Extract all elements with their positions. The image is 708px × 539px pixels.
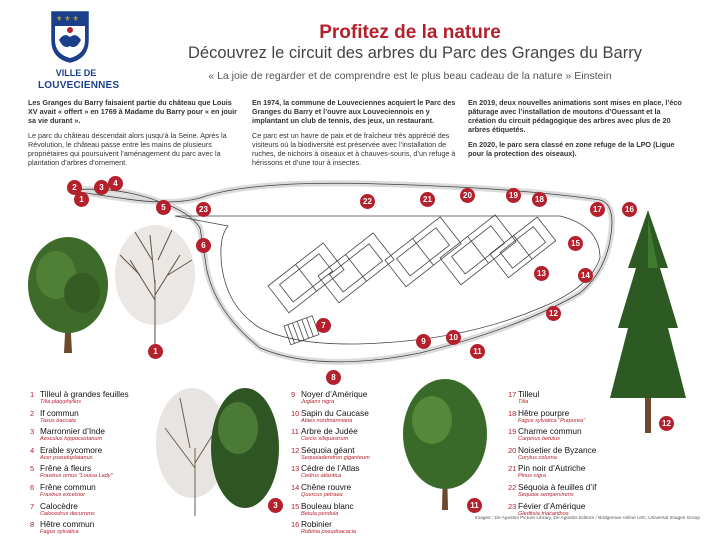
- map-pin[interactable]: 6: [196, 238, 211, 253]
- svg-text:⚜ ⚜ ⚜: ⚜ ⚜ ⚜: [56, 16, 79, 23]
- tree-illustration-linden: [18, 225, 118, 355]
- legend-common-name: Chêne rouvre: [301, 481, 352, 492]
- legend-latin-name: Cercis siliquastrum: [301, 436, 349, 443]
- legend-column-1: [30, 390, 150, 539]
- legend-common-name: Sapin du Caucase: [301, 407, 369, 418]
- paragraph: En 2019, deux nouvelles animations sont mises en place, l’éco pâturage avec l’installation de moutons d’Ouessant et la création du circuit pédagogique des arbres avec plus de 20 arbres étiquetés.: [468, 98, 682, 134]
- legend-common-name: Frêne à fleurs: [40, 463, 92, 474]
- legend-common-name: Robinier: [301, 519, 332, 530]
- legend-number: 11: [291, 427, 299, 437]
- map-pin[interactable]: 3: [94, 180, 109, 195]
- legend-latin-name: Fraxinus excelsior: [40, 491, 86, 498]
- legend-column-2: [291, 390, 401, 539]
- paragraph: Les Granges du Barry faisaient partie du château que Louis XV avait « offert » en 1769 à Madame du Barry pour « en jouir sa vie durant ».: [28, 98, 237, 125]
- legend-item: [291, 427, 401, 446]
- legend-latin-name: Gleditsia triacanthos: [518, 510, 569, 517]
- legend-latin-name: Sequoiadendron giganteum: [301, 454, 370, 461]
- legend-item: [30, 483, 150, 502]
- legend-latin-name: Sequoia sempervirens: [518, 491, 574, 498]
- map-pin[interactable]: 10: [446, 330, 461, 345]
- legend-number: 20: [508, 445, 517, 455]
- town-logo: [38, 10, 120, 96]
- legend-common-name: Marronnier d’Inde: [40, 426, 106, 437]
- map-pin[interactable]: 15: [568, 236, 583, 251]
- map-pin[interactable]: 11: [470, 344, 485, 359]
- tree-badge: 1: [148, 344, 163, 359]
- crest-icon: [50, 10, 90, 64]
- legend-item: [508, 483, 628, 502]
- map-pin[interactable]: 16: [622, 202, 637, 217]
- legend-latin-name: Fraxinus ornus "Louisa Lady": [40, 473, 113, 480]
- legend-item: [291, 409, 401, 428]
- map-pin[interactable]: 20: [460, 188, 475, 203]
- legend-number: 13: [291, 464, 300, 474]
- legend-latin-name: Fagus sylvatica: [40, 529, 79, 536]
- legend-item: [291, 464, 401, 483]
- legend-number: 17: [508, 390, 517, 399]
- paragraph: Ce parc est un havre de paix et de fraîcheur très apprécié des visiteurs où la biodiversité est préservée avec l’installation de ruches, de nichoirs à oiseaux et à chauves-souris, d’un refuge à hérissons et d’une tour à insectes.: [252, 131, 456, 167]
- legend-latin-name: Betula pendula: [301, 510, 339, 517]
- map-pin[interactable]: 12: [546, 306, 561, 321]
- map-pin[interactable]: 5: [156, 200, 171, 215]
- legend-number: 2: [30, 408, 35, 418]
- legend-number: 18: [508, 408, 517, 418]
- legend-number: 8: [30, 520, 35, 530]
- legend-number: 1: [30, 390, 35, 399]
- legend-number: 19: [508, 427, 517, 437]
- map-pin[interactable]: 17: [590, 202, 605, 217]
- legend-number: 16: [291, 520, 300, 530]
- paragraph: En 1974, la commune de Louveciennes acquiert le Parc des Granges du Barry et l’ouvre aux Louveciennois en y implantant un club de tennis, des jeux, un restaurant.: [252, 98, 456, 125]
- tree-illustration-oak: [390, 372, 500, 512]
- legend-latin-name: Tilia platyphyllos: [40, 399, 81, 405]
- tree-badge: 3: [268, 498, 283, 513]
- legend-item: [291, 483, 401, 502]
- map-pin[interactable]: 9: [416, 334, 431, 349]
- legend-number: 23: [508, 501, 517, 511]
- legend-number: 22: [508, 482, 517, 492]
- legend-item: [30, 446, 150, 465]
- legend-item: [30, 464, 150, 483]
- map-pin[interactable]: 14: [578, 268, 593, 283]
- legend-item: [508, 464, 628, 483]
- map-pin[interactable]: 19: [506, 188, 521, 203]
- legend-item: [30, 390, 150, 409]
- legend-common-name: If commun: [40, 407, 79, 418]
- legend-common-name: Noyer d’Amérique: [301, 389, 368, 399]
- tree-badge: 11: [467, 498, 482, 513]
- legend-column-3: [508, 390, 628, 520]
- legend-latin-name: Robinia pseudoacacia: [301, 529, 357, 536]
- legend-latin-name: Fagus sylvatica "Purpurea": [518, 417, 586, 424]
- legend-latin-name: Cedrus atlantica: [301, 473, 342, 480]
- legend-number: 5: [30, 464, 35, 474]
- legend-common-name: Févier d’Amérique: [518, 500, 586, 511]
- legend-latin-name: Quercus petraea: [301, 491, 343, 498]
- legend-common-name: Bouleau blanc: [301, 500, 354, 511]
- legend-latin-name: Aesculus hippocastanum: [40, 436, 103, 443]
- legend-item: [30, 520, 150, 539]
- legend-common-name: Erable sycomore: [40, 444, 103, 455]
- legend-item: [30, 427, 150, 446]
- map-pin[interactable]: 2: [67, 180, 82, 195]
- tree-illustration-chestnut: [150, 378, 280, 518]
- text-column-2: [252, 98, 462, 173]
- legend-number: 3: [30, 427, 35, 437]
- logo-line-2: LOUVECIENNES: [38, 80, 120, 91]
- legend-item: [30, 409, 150, 428]
- paragraph: Le parc du château descendait alors jusqu’à la Seine. Après la Révolution, le château passe entre les mains de plusieurs propriétaires qui poursuivent l’aménagement du parc avec la plantation d’arbres d’ornement.: [28, 131, 227, 167]
- tree-illustration-bare: [110, 220, 200, 350]
- logo-line-1: VILLE DE: [55, 68, 97, 78]
- legend-common-name: Arbre de Judée: [301, 426, 358, 437]
- legend-item: [291, 502, 401, 521]
- map-pin[interactable]: 13: [534, 266, 549, 281]
- legend-item: [508, 390, 628, 409]
- text-column-1: [28, 98, 243, 173]
- legend-latin-name: Taxus baccata: [40, 417, 76, 424]
- legend-common-name: Noisetier de Byzance: [518, 444, 597, 455]
- legend-common-name: Calocèdre: [40, 500, 78, 511]
- image-credits: Images : De Agostini Picture Library, De Agostini Editore / Bridgeman-online UIG, Universal Images Group: [474, 516, 700, 521]
- legend-common-name: Charme commun: [518, 426, 582, 437]
- legend-common-name: Tilleul: [518, 389, 540, 399]
- legend-common-name: Tilleul à grandes feuilles: [40, 389, 129, 399]
- map-pin[interactable]: 23: [196, 202, 211, 217]
- map-pin[interactable]: 21: [420, 192, 435, 207]
- legend-number: 14: [291, 482, 300, 492]
- map-pin[interactable]: 18: [532, 192, 547, 207]
- legend-common-name: Frêne commun: [40, 481, 96, 492]
- map-pin[interactable]: 22: [360, 194, 375, 209]
- legend-latin-name: Acer pseudoplatanus: [40, 454, 93, 461]
- legend-latin-name: Calocedrus decurrens: [40, 510, 95, 517]
- legend-latin-name: Juglans nigra: [301, 399, 335, 405]
- page-subtitle: Découvrez le circuit des arbres du Parc des Granges du Barry: [188, 44, 642, 62]
- page-title: Profitez de la nature: [319, 22, 501, 43]
- legend-number: 9: [291, 390, 296, 399]
- legend-item: [30, 502, 150, 521]
- legend-common-name: Pin noir d’Autriche: [518, 463, 586, 474]
- legend-latin-name: Corylus colurna: [518, 454, 557, 461]
- legend-number: 15: [291, 501, 300, 511]
- legend-number: 6: [30, 482, 35, 492]
- legend-number: 21: [508, 464, 517, 474]
- tree-badge: 12: [659, 416, 674, 431]
- legend-common-name: Hêtre commun: [40, 519, 95, 530]
- legend-latin-name: Abies nordmanniana: [301, 417, 353, 424]
- legend-item: [291, 390, 401, 409]
- legend-latin-name: Tilia: [518, 399, 529, 405]
- text-column-3: [468, 98, 683, 164]
- legend-latin-name: Carpinus betulus: [518, 436, 560, 443]
- legend-latin-name: Pinus nigra: [518, 473, 546, 480]
- legend-common-name: Cèdre de l’Atlas: [301, 463, 360, 474]
- legend-common-name: Séquoia géant: [301, 444, 355, 455]
- legend-common-name: Séquoia à feuilles d’if: [518, 481, 597, 492]
- legend-item: [508, 427, 628, 446]
- legend-number: 7: [30, 501, 35, 511]
- legend-item: [508, 446, 628, 465]
- map-pin[interactable]: 7: [316, 318, 331, 333]
- paragraph: En 2020, le parc sera classé en zone refuge de la LPO (Ligue pour la protection des oiseaux).: [468, 140, 675, 158]
- legend-item: [291, 520, 401, 539]
- legend-number: 4: [30, 445, 35, 455]
- map-pin[interactable]: 8: [326, 370, 341, 385]
- legend-common-name: Hêtre pourpre: [518, 407, 570, 418]
- legend-number: 10: [291, 408, 300, 418]
- legend-item: [508, 409, 628, 428]
- legend-number: 12: [291, 445, 300, 455]
- map-pin[interactable]: 4: [108, 176, 123, 191]
- legend-item: [291, 446, 401, 465]
- map-pin[interactable]: 1: [74, 192, 89, 207]
- quote: « La joie de regarder et de comprendre est le plus beau cadeau de la nature » Einstein: [208, 70, 612, 82]
